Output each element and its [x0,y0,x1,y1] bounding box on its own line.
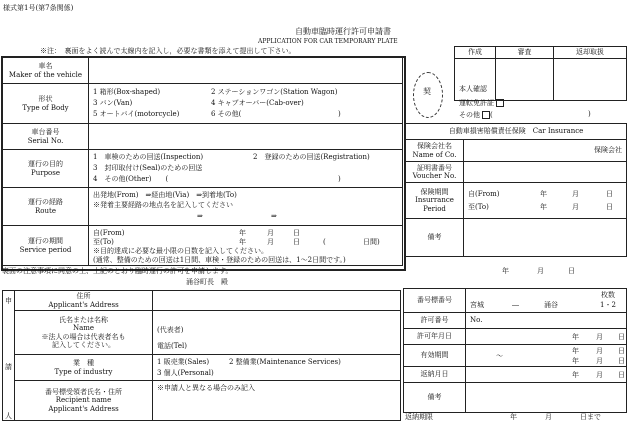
recipient-field[interactable] [153,381,401,421]
main-thick-border [1,56,406,271]
body-type-option-cabover[interactable]: 4 キャブオーバー(Cab-over) [211,98,304,107]
service-note-2: (通常、整備のための回送は1日間、車検・登録のための回送は、1～2日間です。) [93,255,346,264]
plate-miyagi: 宮城 [470,300,484,309]
purpose-other-close: ) [338,174,341,183]
confirm-license[interactable]: 運転免許証 [459,99,504,107]
plate-table [403,288,627,413]
confirm-identity-label: 本人確認 [459,85,487,93]
purpose-option-seal[interactable]: 3 封印取付け(Seal)のための回送 [93,163,203,172]
insurance-from: 自(From) [468,189,500,198]
service-period-label: 運行の期間 Service period [3,226,89,266]
service-from: 自(From) [93,228,125,237]
deadline-month: 月 [545,413,552,421]
insurance-company-label: 保険会社名 Name of Co. [406,140,464,162]
applicant-side-spacer [3,311,15,355]
body-type-option-motorcycle[interactable]: 5 オートバイ(motorcycle) [93,109,180,118]
form-number: 様式第1号(第7条関係) [3,4,74,12]
plate-count-label: 枚数 [601,290,615,299]
applicant-address-label: 住所 Applicant's Address [15,291,153,311]
applicant-side-bottom: 人 [3,381,15,421]
insurance-company-suffix: 保険会社 [594,146,623,155]
route-instruction: ※発着主要経路の地点名を記入してください [93,200,233,209]
purpose-label: 運行の目的 Purpose [3,150,89,188]
apply-date-year: 年 [502,267,509,275]
confirm-other-close: ) [588,110,591,118]
return-date-year: 年 [572,370,579,379]
notice-text: ※注： 裏面をよく読んで太線内を記入し，必要な書類を添えて提出して下さい。 [40,47,296,55]
route-arrow-2: ⇒ [271,211,277,220]
permit-number-field[interactable] [466,313,627,329]
plate-number-field[interactable] [466,289,627,313]
contract-mark: 契 [423,87,431,96]
insurance-company-field[interactable] [464,140,627,162]
confirm-other[interactable]: その他 ( [459,111,493,119]
valid-period-label: 有効期間 [404,345,466,367]
body-type-option-wagon[interactable]: 2 ステーションワゴン(Station Wagon) [211,87,338,96]
body-type-option-box[interactable]: 1 箱形(Box-shaped) [93,87,161,96]
deadline-label: 返納期限 [405,413,433,421]
permit-number-prefix: No. [470,316,483,325]
route-header: 出発地(From) ⇒経由地(Via) ⇒到着地(To) [93,190,237,199]
return-date-label: 返納月日 [404,367,466,383]
staff-header-review: 審査 [496,47,554,59]
insurance-table [405,123,627,257]
return-date-field[interactable] [466,367,627,383]
title-english: APPLICATION FOR CAR TEMPORARY PLATE [258,38,398,45]
insurance-to-year: 年 [540,202,547,211]
insurance-from-month: 月 [572,189,579,198]
service-from-year: 年 [239,228,246,237]
service-from-month: 月 [267,228,274,237]
return-date-month: 月 [596,370,603,379]
valid-from-year: 年 [572,346,579,355]
permit-date-year: 年 [572,332,579,341]
plate-remarks-field[interactable] [466,383,627,413]
plate-number-label: 番号標番号 [404,289,466,313]
industry-option-sales[interactable]: 1 販売業(Sales) [157,357,210,366]
body-type-option-other[interactable]: 6 その他( [211,109,242,118]
serial-label: 車台番号 Serial No. [3,124,89,150]
recipient-label: 番号標受領者氏名・住所 Recipient name Applicant's Address [15,381,153,421]
industry-label: 業 種 Type of industry [15,355,153,381]
staff-stamp-review[interactable] [496,59,554,101]
permit-number-label: 許可番号 [404,313,466,329]
applicant-table [2,290,401,421]
permit-date-month: 月 [596,332,603,341]
plate-count: 1・2 [600,300,616,309]
industry-option-maintenance[interactable]: 2 整備業(Maintenance Services) [229,357,341,366]
applicant-name-label: 氏名または名称 Name ※法人の場合は代表者名も 記入してください。 [15,311,153,355]
permit-date-field[interactable] [466,329,627,345]
applicant-side-top: 申 [3,291,15,311]
valid-period-field[interactable] [466,345,627,367]
agreement-text: 裏面の注意事項に同意の上、上記のとおり臨時運行の許可を申請します。 [2,267,233,275]
recipient-note: ※申請人と異なる場合のみ記入 [157,384,255,392]
insurance-period-field[interactable] [464,183,627,219]
service-to-month: 月 [267,237,274,246]
applicant-name-field[interactable] [153,311,401,355]
valid-to-month: 月 [596,356,603,365]
valid-to-day: 日 [618,356,625,365]
service-days-open: ( [323,237,326,246]
insurance-remarks-label: 備考 [406,219,464,257]
insurance-to-month: 月 [572,202,579,211]
voucher-label: 証明書番号 Voucher No. [406,162,464,183]
insurance-period-label: 保険期間 Insurrance Period [406,183,464,219]
staff-stamp-return[interactable] [554,59,627,101]
route-label: 運行の経路 Route [3,188,89,226]
service-note-1: ※目的達成に必要な最小限の日数を記入してください。 [93,246,268,255]
license-checkbox[interactable] [496,99,504,107]
insurance-header: 自動車損害賠償責任保険 Car Insurance [406,124,627,140]
permit-date-day: 日 [618,332,625,341]
insurance-from-year: 年 [540,189,547,198]
valid-tilde: ～ [496,351,503,360]
plate-wakuya: 涌谷 [544,300,558,309]
service-to: 至(To) [93,237,114,246]
body-type-other-close: ) [338,109,341,118]
body-type-label: 形状 Type of Body [3,84,89,124]
purpose-option-other[interactable]: 4 その他(Other) ( [93,174,169,183]
industry-option-personal[interactable]: 3 個人(Personal) [157,368,214,377]
deadline-year: 年 [510,413,517,421]
insurance-to: 至(To) [468,202,489,211]
body-type-option-van[interactable]: 3 バン(Van) [93,98,133,107]
permit-date-label: 許可年月日 [404,329,466,345]
insurance-to-day: 日 [606,202,613,211]
deadline-end: 日まで [580,413,601,421]
insurance-from-day: 日 [606,189,613,198]
apply-date-month: 月 [537,267,544,275]
valid-from-month: 月 [596,346,603,355]
staff-stamp-create[interactable] [455,59,496,101]
staff-header-create: 作成 [455,47,496,59]
apply-date-day: 日 [568,267,575,275]
voucher-field[interactable] [464,162,627,183]
applicant-tel: 電話(Tel) [157,341,187,350]
service-from-day: 日 [293,228,300,237]
staff-header-return: 返却取扱 [554,47,627,59]
service-to-day: 日 [293,237,300,246]
route-arrow-1: ⇒ [197,211,203,220]
other-checkbox[interactable] [482,111,490,119]
service-days: 日間) [363,237,380,246]
plate-remarks-label: 備考 [404,383,466,413]
industry-options[interactable] [153,355,401,381]
service-to-year: 年 [239,237,246,246]
insurance-remarks-field[interactable] [464,219,627,257]
applicant-address-field[interactable] [153,291,401,311]
vehicle-name-label: 車名 Maker of the vehicle [3,58,89,84]
valid-from-day: 日 [618,346,625,355]
valid-to-year: 年 [572,356,579,365]
plate-dash: ― [512,300,519,309]
purpose-option-registration[interactable]: 2 登録のための回送(Registration) [253,152,370,161]
purpose-option-inspection[interactable]: 1 車検のための回送(Inspection) [93,152,204,161]
title-japanese: 自動車臨時運行許可申請書 [295,27,391,36]
addressee: 涌谷町長 殿 [186,278,228,286]
applicant-side-mid: 請 [3,355,15,381]
applicant-representative: (代表者) [157,325,184,334]
return-date-day: 日 [618,370,625,379]
